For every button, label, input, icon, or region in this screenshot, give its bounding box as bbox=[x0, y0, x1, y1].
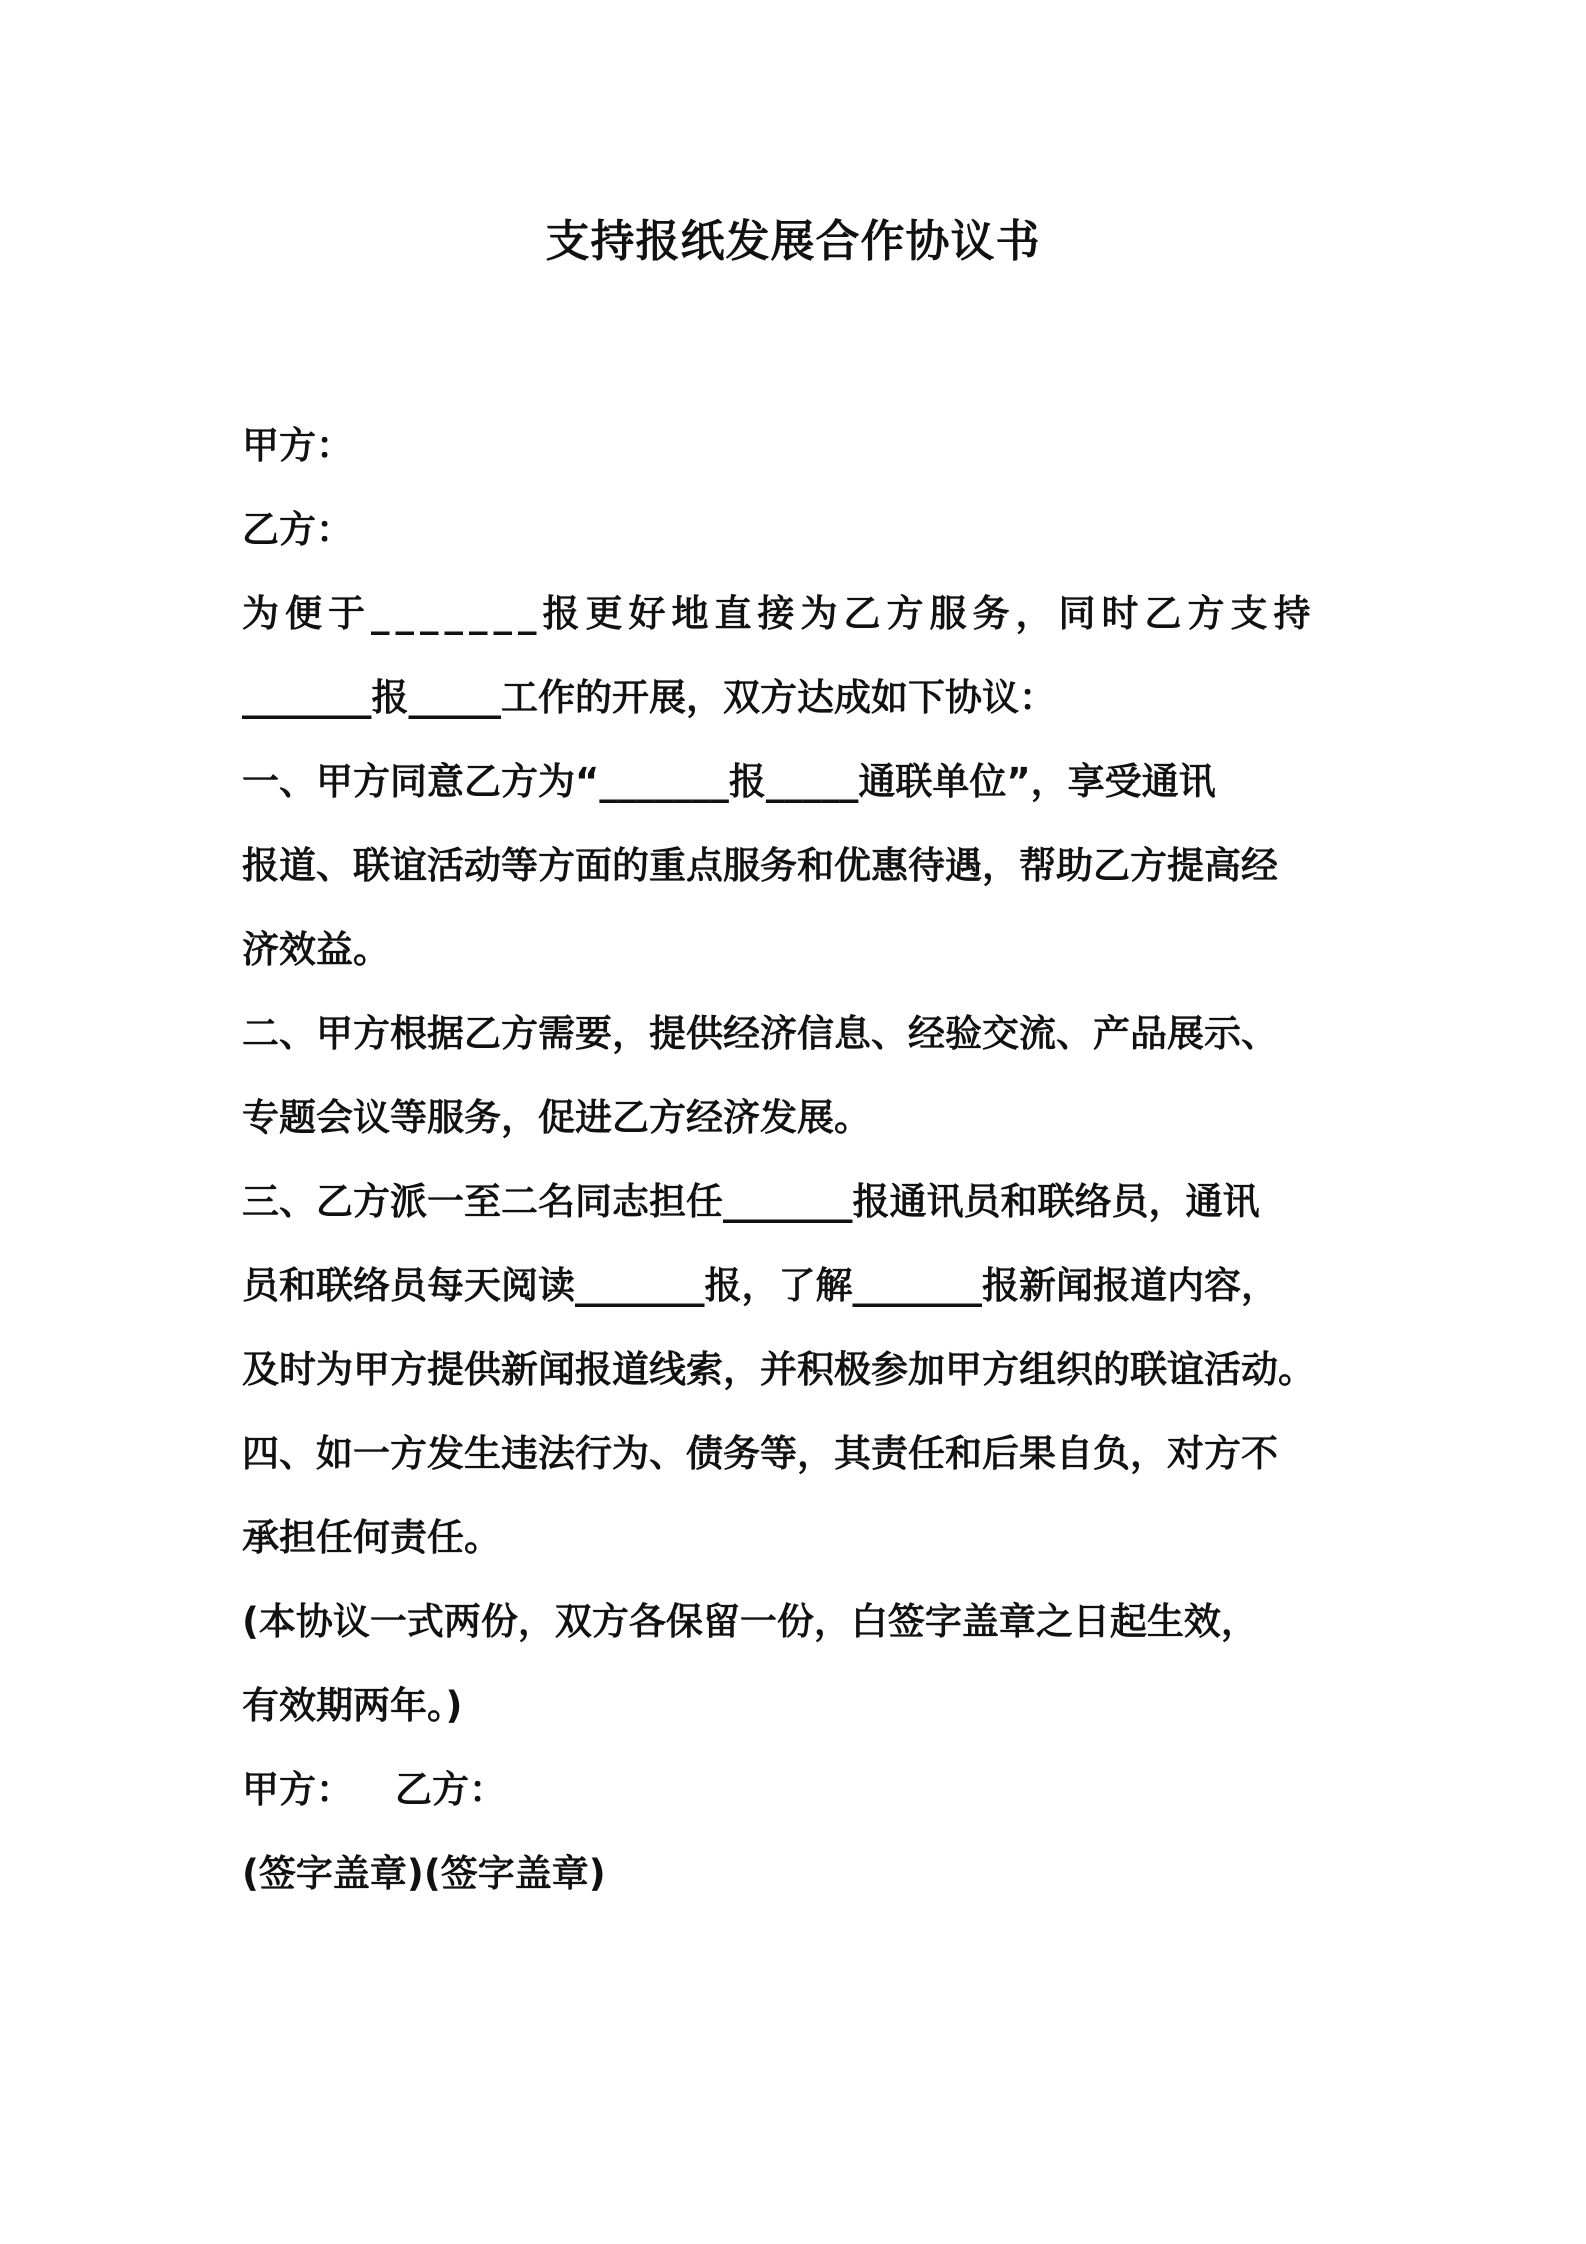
clause-3-line-2: 员和联络员每天阅读_______报，了解_______报新闻报道内容， bbox=[242, 1264, 1278, 1307]
document-body bbox=[242, 404, 1372, 1916]
clause-4-line-2: 承担任何责任。 bbox=[242, 1516, 501, 1559]
clause-3-line-3: 及时为甲方提供新闻报道线索，并积极参加甲方组织的联谊活动。 bbox=[242, 1348, 1315, 1391]
signature-parties-line bbox=[242, 1748, 1372, 1832]
sign-party-a-label: 甲方： bbox=[242, 1768, 353, 1811]
clause-1-line-1: 一、甲方同意乙方为“_______报_____通联单位”，享受通讯 bbox=[242, 760, 1216, 803]
seal-line bbox=[242, 1832, 1372, 1916]
party-a-line: 甲方： bbox=[242, 424, 353, 467]
party-b-line: 乙方： bbox=[242, 508, 353, 551]
clause-3-line-1: 三、乙方派一至二名同志担任_______报通讯员和联络员，通讯 bbox=[242, 1180, 1260, 1223]
clause-1-line-3: 济效益。 bbox=[242, 928, 390, 971]
intro-line-2: _______报_____工作的开展，双方达成如下协议： bbox=[242, 676, 1056, 719]
document-title: 支持报纸发展合作协议书 bbox=[545, 216, 1041, 267]
clause-2-line-2: 专题会议等服务，促进乙方经济发展。 bbox=[242, 1096, 871, 1139]
note-line-2: 有效期两年。) bbox=[242, 1684, 463, 1727]
clause-2-line-1: 二、甲方根据乙方需要，提供经济信息、经验交流、产品展示、 bbox=[242, 1012, 1278, 1055]
seal-a-label: (签字盖章) bbox=[242, 1852, 424, 1895]
intro-line-1: 为便于_______报更好地直接为乙方服务，同时乙方支持 bbox=[242, 592, 1317, 635]
seal-b-label: (签字盖章) bbox=[423, 1852, 606, 1895]
clause-1-line-2: 报道、联谊活动等方面的重点服务和优惠待遇，帮助乙方提高经 bbox=[242, 844, 1278, 887]
clause-4-line-1: 四、如一方发生违法行为、债务等，其责任和后果自负，对方不 bbox=[242, 1432, 1278, 1475]
sign-party-b-label: 乙方： bbox=[395, 1768, 506, 1811]
note-line-1: (本协议一式两份，双方各保留一份，白签字盖章之日起生效， bbox=[242, 1600, 1258, 1643]
